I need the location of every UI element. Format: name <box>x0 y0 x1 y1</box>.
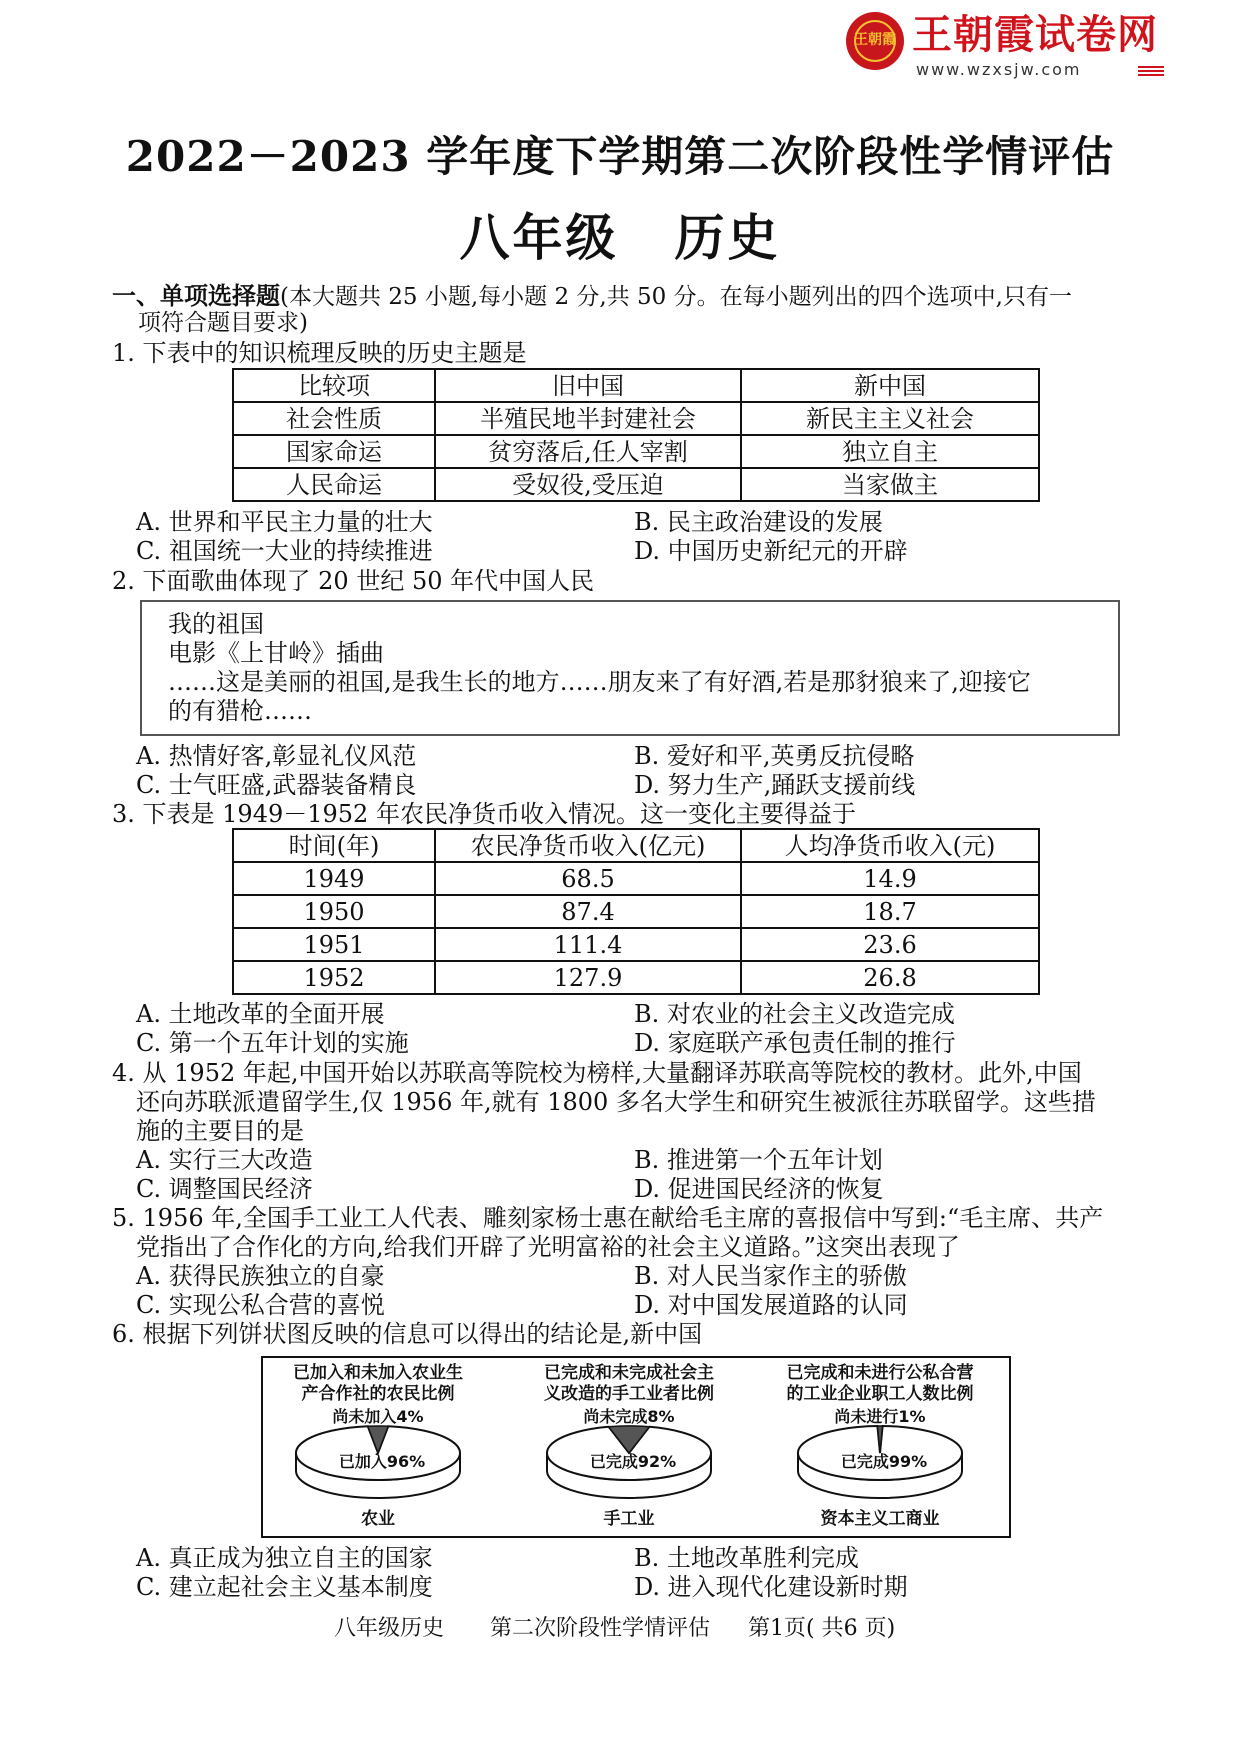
brand-url: www.wzxsjw.com <box>916 60 1082 79</box>
table-cell: 87.4 <box>435 895 741 928</box>
table-header-cell: 人均净货币收入(元) <box>741 829 1039 862</box>
table-header-cell: 时间(年) <box>233 829 435 862</box>
pie-major-label: 已完成99% <box>840 1452 928 1471</box>
q5-option-c[interactable]: C. 实现公私合营的喜悦 <box>136 1291 385 1319</box>
q6-option-b[interactable]: B. 土地改革胜利完成 <box>634 1544 859 1572</box>
section-instructions: 项符合题目要求) <box>138 310 308 336</box>
pie-title: 已完成和未完成社会主 <box>544 1363 714 1383</box>
pie-chart-canvas <box>263 1358 1009 1536</box>
pie-title: 产合作社的农民比例 <box>301 1384 455 1404</box>
table-cell: 26.8 <box>741 961 1039 994</box>
pie-category-label: 手工业 <box>603 1509 655 1529</box>
table-cell: 受奴役,受压迫 <box>435 468 741 501</box>
table-cell: 国家命运 <box>233 435 435 468</box>
q4-option-c[interactable]: C. 调整国民经济 <box>136 1175 313 1203</box>
exam-subtitle <box>0 198 1240 270</box>
table-cell: 1952 <box>233 961 435 994</box>
table-row <box>233 468 1039 501</box>
table-cell: 人民命运 <box>233 468 435 501</box>
footer-page: 第1页( 共6 页) <box>748 1616 896 1641</box>
q6-pie-charts <box>261 1356 1011 1538</box>
table-cell: 1950 <box>233 895 435 928</box>
q3-option-b[interactable]: B. 对农业的社会主义改造完成 <box>634 1000 955 1028</box>
brand-name: 王朝霞试卷网 <box>912 12 1158 58</box>
section-heading: 一、单项选择题(本大题共 25 小题,每小题 2 分,共 50 分。在每小题列出的四个选项中,只有一 <box>112 281 1072 310</box>
grade-label: 八年级 <box>459 208 619 267</box>
table-row <box>233 862 1039 895</box>
table-cell: 1951 <box>233 928 435 961</box>
q4-stem-line: 还向苏联派遣留学生,仅 1956 年,就有 1800 多名大学生和研究生被派往苏联留学。这些措 <box>136 1088 1096 1116</box>
q1-option-b[interactable]: B. 民主政治建设的发展 <box>634 508 883 536</box>
q4-stem-line: 施的主要目的是 <box>136 1117 304 1145</box>
q3-stem: 3. 下表是 1949－1952 年农民净货币收入情况。这一变化主要得益于 <box>112 800 856 828</box>
q6-option-c[interactable]: C. 建立起社会主义基本制度 <box>136 1573 433 1601</box>
table-cell: 14.9 <box>741 862 1039 895</box>
pie-category-label: 资本主义工商业 <box>820 1509 940 1529</box>
q1-table <box>232 368 1040 502</box>
q3-table <box>232 828 1040 995</box>
pie-title: 已加入和未加入农业生 <box>293 1363 463 1383</box>
q1-option-a[interactable]: A. 世界和平民主力量的壮大 <box>136 508 433 536</box>
q5-stem-line: 5. 1956 年,全国手工业工人代表、雕刻家杨士惠在献给毛主席的喜报信中写到:“毛主席、共产 <box>112 1204 1104 1232</box>
table-header-cell: 新中国 <box>741 369 1039 402</box>
table-cell: 18.7 <box>741 895 1039 928</box>
table-row <box>233 369 1039 402</box>
table-cell: 新民主主义社会 <box>741 402 1039 435</box>
q1-option-c[interactable]: C. 祖国统一大业的持续推进 <box>136 537 433 565</box>
logo-stripes-icon <box>1138 66 1164 76</box>
q2-stem: 2. 下面歌曲体现了 20 世纪 50 年代中国人民 <box>112 567 595 595</box>
footer-course: 八年级历史 <box>334 1616 445 1641</box>
table-row <box>233 829 1039 862</box>
q1-option-d[interactable]: D. 中国历史新纪元的开辟 <box>634 537 908 565</box>
pie-major-label: 已完成92% <box>589 1452 677 1471</box>
pie-category-label: 农业 <box>361 1509 395 1529</box>
table-cell: 127.9 <box>435 961 741 994</box>
q2-option-d[interactable]: D. 努力生产,踊跃支援前线 <box>634 771 916 799</box>
q4-option-d[interactable]: D. 促进国民经济的恢复 <box>634 1175 884 1203</box>
q2-option-a[interactable]: A. 热情好客,彰显礼仪风范 <box>136 742 417 770</box>
table-header-cell: 农民净货币收入(亿元) <box>435 829 741 862</box>
footer-exam: 第二次阶段性学情评估 <box>490 1616 711 1641</box>
q5-option-b[interactable]: B. 对人民当家作主的骄傲 <box>634 1262 907 1290</box>
table-header-cell: 旧中国 <box>435 369 741 402</box>
exam-title: 2022－2023 学年度下学期第二次阶段性学情评估 <box>125 132 1115 181</box>
pie-title: 义改造的手工业者比例 <box>544 1384 714 1404</box>
pie-minor-label: 尚未加入4% <box>332 1407 424 1426</box>
q1-stem: 1. 下表中的知识梳理反映的历史主题是 <box>112 339 527 367</box>
pie-title: 的工业企业职工人数比例 <box>786 1384 974 1404</box>
brand-logo <box>846 12 1166 79</box>
q2-lyrics-line: ……这是美丽的祖国,是我生长的地方……朋友来了有好酒,若是那豺狼来了,迎接它 <box>168 668 1031 696</box>
q2-option-c[interactable]: C. 士气旺盛,武器装备精良 <box>136 771 417 799</box>
table-row <box>233 402 1039 435</box>
table-cell: 半殖民地半封建社会 <box>435 402 741 435</box>
q4-stem-line: 4. 从 1952 年起,中国开始以苏联高等院校为榜样,大量翻译苏联高等院校的教材。此外,中国 <box>112 1059 1082 1087</box>
pie-title: 已完成和未进行公私合营 <box>786 1363 974 1383</box>
q2-song-source: 电影《上甘岭》插曲 <box>168 639 384 667</box>
q2-song-title: 我的祖国 <box>168 610 264 638</box>
q5-option-d[interactable]: D. 对中国发展道路的认同 <box>634 1291 908 1319</box>
q6-option-a[interactable]: A. 真正成为独立自主的国家 <box>136 1544 433 1572</box>
table-cell: 独立自主 <box>741 435 1039 468</box>
table-row <box>233 928 1039 961</box>
subject-label: 历史 <box>674 208 781 267</box>
q3-option-d[interactable]: D. 家庭联产承包责任制的推行 <box>634 1029 956 1057</box>
q5-stem-line: 党指出了合作化的方向,给我们开辟了光明富裕的社会主义道路。”这突出表现了 <box>136 1233 960 1261</box>
pie-major-label: 已加入96% <box>338 1452 426 1471</box>
q5-option-a[interactable]: A. 获得民族独立的自豪 <box>136 1262 385 1290</box>
q3-option-a[interactable]: A. 土地改革的全面开展 <box>136 1000 385 1028</box>
q6-stem: 6. 根据下列饼状图反映的信息可以得出的结论是,新中国 <box>112 1320 703 1348</box>
table-cell: 贫穷落后,任人宰割 <box>435 435 741 468</box>
table-row <box>233 961 1039 994</box>
table-row <box>233 895 1039 928</box>
q4-option-b[interactable]: B. 推进第一个五年计划 <box>634 1146 883 1174</box>
table-cell: 1949 <box>233 862 435 895</box>
table-cell: 111.4 <box>435 928 741 961</box>
q2-option-b[interactable]: B. 爱好和平,英勇反抗侵略 <box>634 742 915 770</box>
q2-lyrics-line: 的有猎枪…… <box>168 697 312 725</box>
pie-minor-label: 尚未进行1% <box>834 1407 926 1426</box>
table-cell: 68.5 <box>435 862 741 895</box>
table-cell: 当家做主 <box>741 468 1039 501</box>
table-row <box>233 435 1039 468</box>
q6-option-d[interactable]: D. 进入现代化建设新时期 <box>634 1573 908 1601</box>
table-cell: 23.6 <box>741 928 1039 961</box>
q4-option-a[interactable]: A. 实行三大改造 <box>136 1146 313 1174</box>
q3-option-c[interactable]: C. 第一个五年计划的实施 <box>136 1029 409 1057</box>
table-cell: 社会性质 <box>233 402 435 435</box>
pie-minor-label: 尚未完成8% <box>583 1407 675 1426</box>
table-header-cell: 比较项 <box>233 369 435 402</box>
logo-badge-icon: 王朝霞 <box>846 12 904 70</box>
